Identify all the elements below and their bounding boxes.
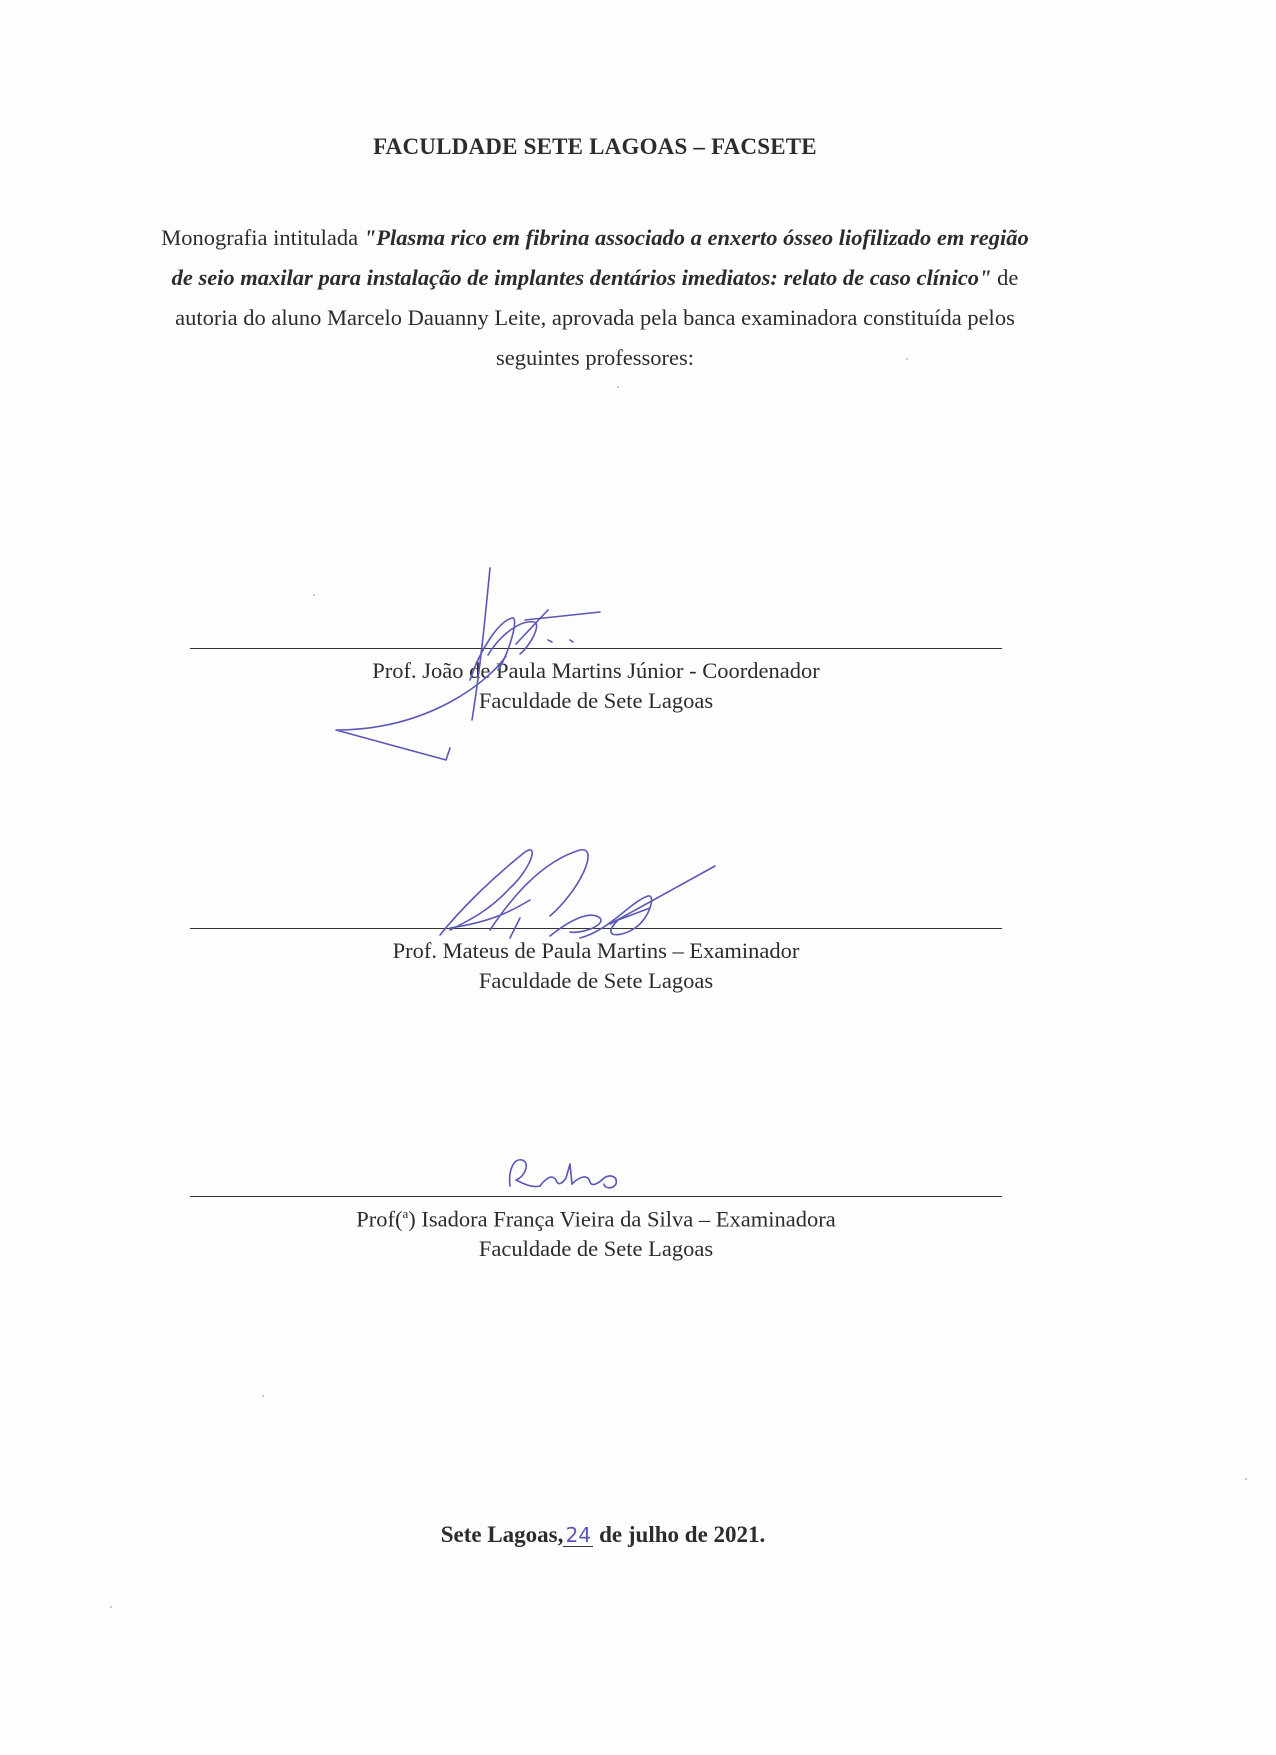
signature-coordinator — [320, 560, 620, 780]
place-and-date — [0, 1522, 1206, 1548]
paper-speck — [262, 1395, 264, 1397]
signatory-name: Prof. João de Paula Martins Júnior - Coordenador — [372, 658, 820, 683]
signature-examiner-2 — [500, 1150, 640, 1200]
date-rest: de julho de 2021. — [593, 1522, 766, 1547]
institution-heading: FACULDADE SETE LAGOAS – FACSETE — [373, 134, 817, 159]
signatory-institution: Faculdade de Sete Lagoas — [478, 1236, 714, 1261]
paper-speck — [313, 594, 315, 596]
day-field: 24 — [563, 1524, 593, 1547]
signatory-institution: Faculdade de Sete Lagoas — [478, 688, 714, 713]
signature-examiner — [430, 840, 730, 950]
signatory-institution: Faculdade de Sete Lagoas — [478, 968, 714, 993]
signatory-name: Prof($^a$) Isadora França Vieira da Silva – Examinadora — [356, 1206, 836, 1232]
paper-speck — [110, 1606, 112, 1608]
place-label: Sete Lagoas, — [440, 1522, 564, 1547]
intro-suffix: de autoria do aluno Marcelo Dauanny Leite, aprovada pela banca examinadora constituída pelos seguintes professores: — [175, 265, 1019, 370]
paper-speck — [906, 358, 908, 360]
paper-speck — [1245, 1478, 1247, 1480]
signatory-name: Prof. Mateus de Paula Martins – Examinador — [392, 938, 800, 963]
monograph-title: "Plasma rico em fibrina associado a enxerto ósseo liofilizado em região de seio maxilar para instalação de implantes dentários imediatos: relato de caso clínico" — [171, 225, 1029, 290]
intro-prefix: Monografia intitulada — [161, 225, 364, 250]
paper-speck — [617, 386, 619, 388]
approval-statement — [155, 218, 1035, 378]
